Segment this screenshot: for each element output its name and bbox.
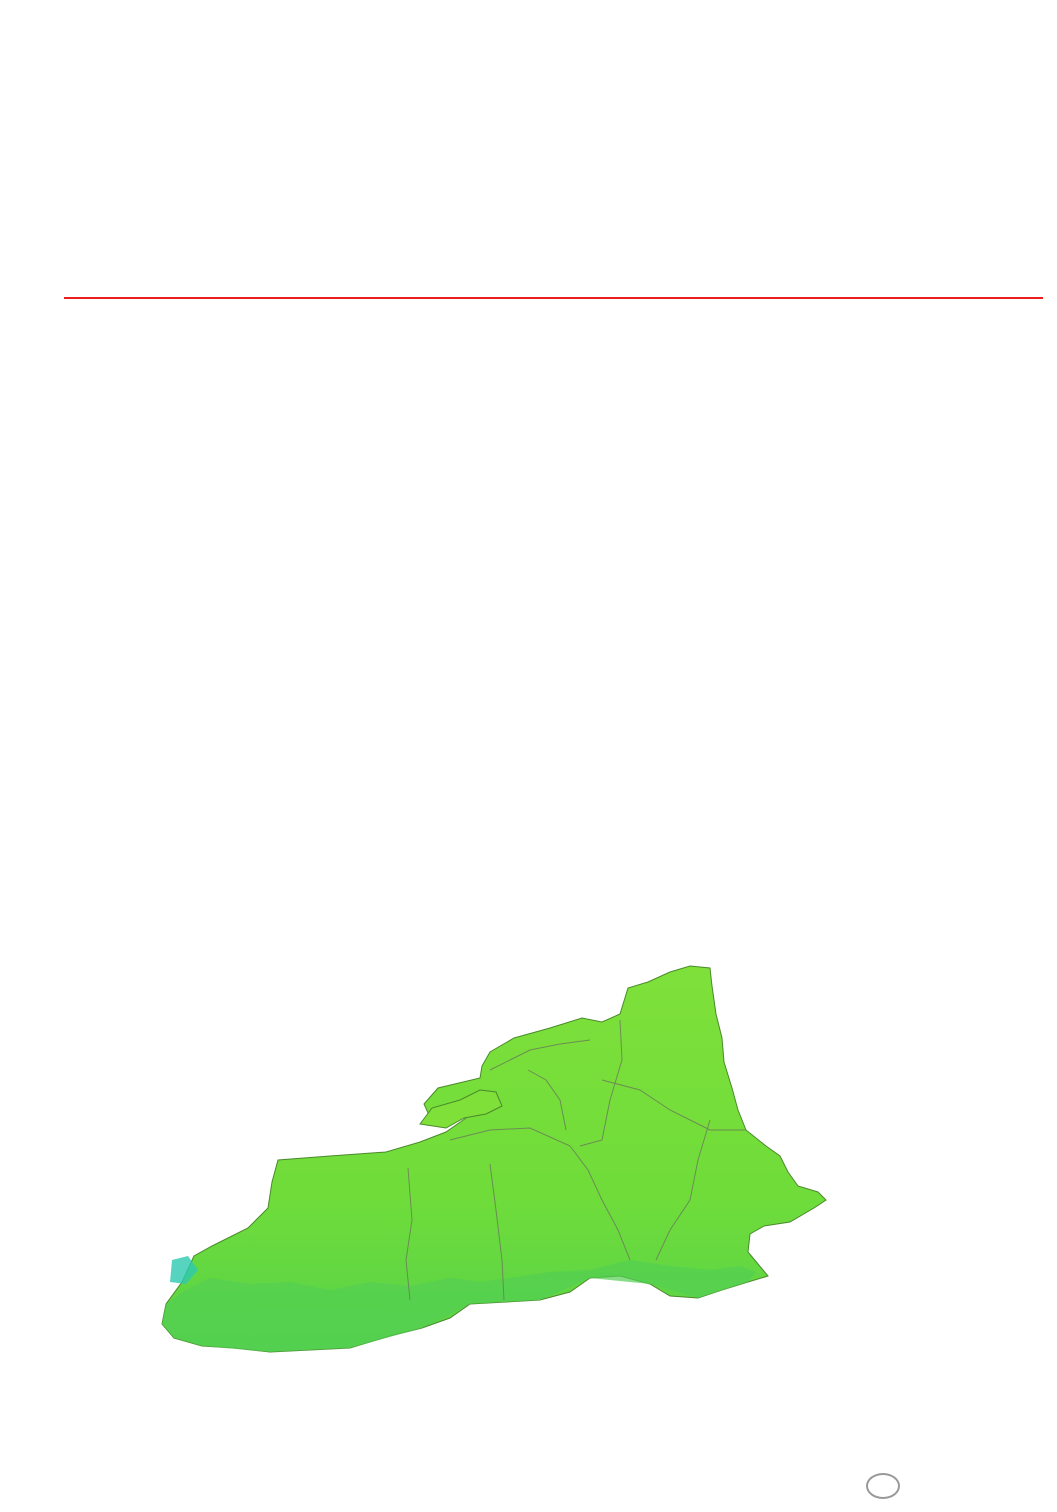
temperature-map-svg xyxy=(150,960,910,1380)
forecast-meta xyxy=(104,248,1004,284)
header-divider xyxy=(64,297,1043,299)
weibo-icon xyxy=(866,1473,900,1499)
watermark xyxy=(866,1470,906,1500)
temperature-map xyxy=(150,960,910,1380)
